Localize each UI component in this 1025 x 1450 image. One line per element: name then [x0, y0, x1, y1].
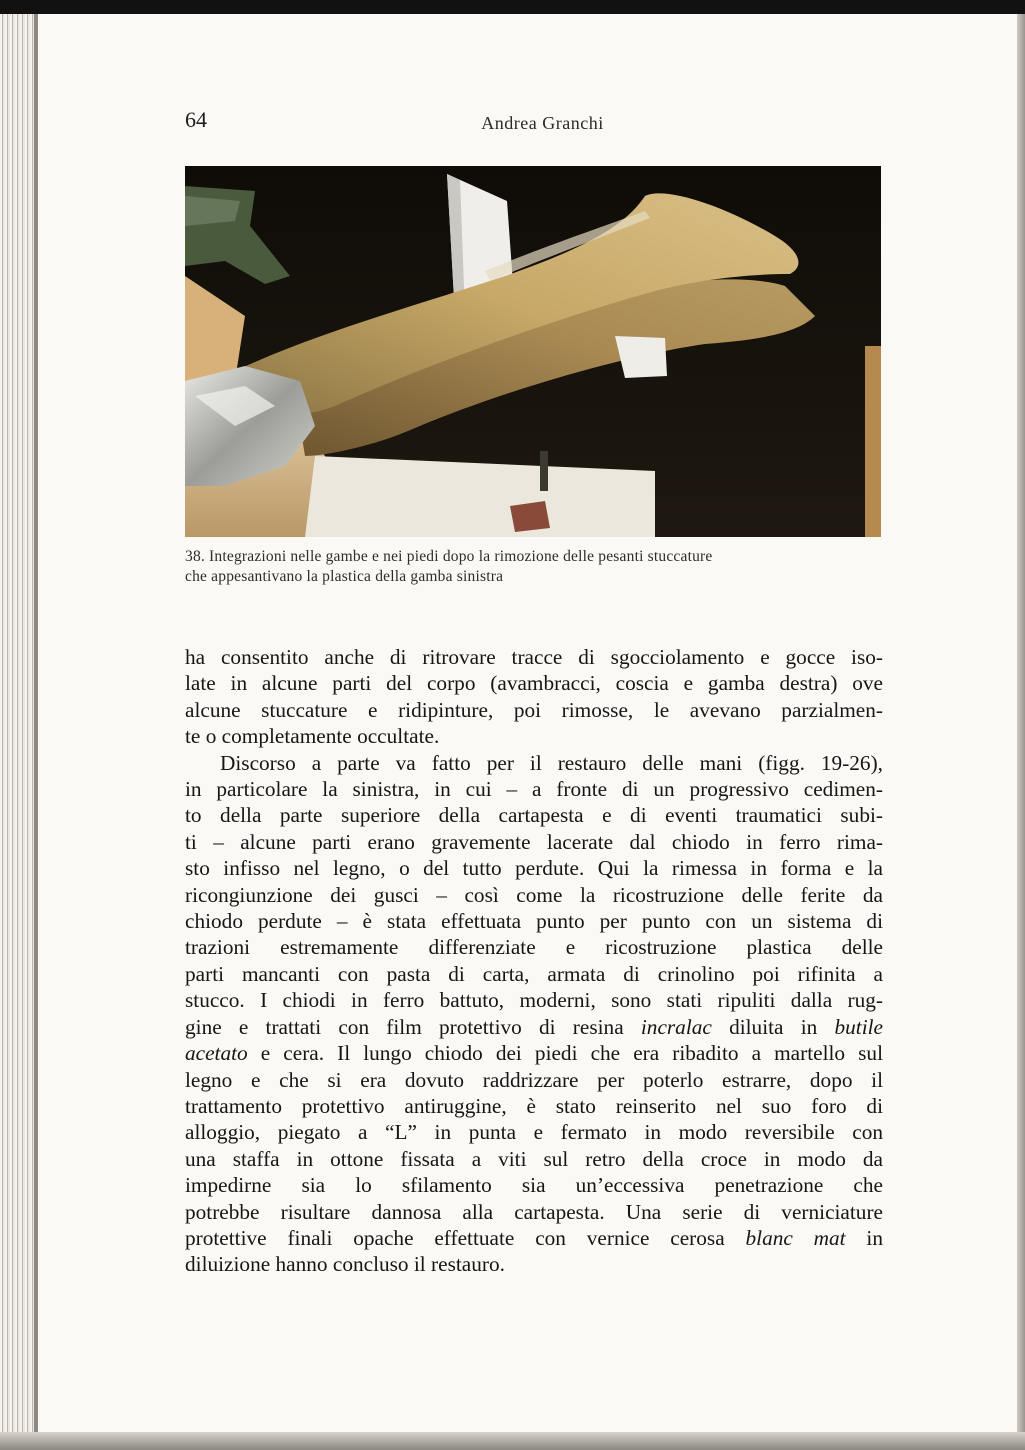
text-line: sto infisso nel legno, o del tutto perdute. Qui la rimessa in forma e la	[185, 856, 883, 881]
text-line: late in alcune parti del corpo (avambracci, coscia e gamba destra) ove	[185, 671, 883, 696]
text-line: ricongiunzione dei gusci – così come la ricostruzione delle ferite da	[185, 882, 883, 907]
text-line: in particolare la sinistra, in cui – a fronte di un progressivo cedimen-	[185, 777, 883, 802]
text-line: una staffa in ottone fissata a viti sul retro della croce in modo da	[185, 1146, 883, 1171]
text-line	[185, 1225, 883, 1251]
page-number: 64	[185, 107, 207, 132]
text-line: Discorso a parte va fatto per il restauro delle mani (figg. 19-26),	[220, 750, 883, 775]
text-run: in	[845, 1225, 883, 1250]
text-line: alloggio, piegato a “L” in punta e fermato in modo reversibile con	[185, 1120, 883, 1145]
text-run: protettive finali opache effettuate con vernice cerosa	[185, 1225, 746, 1250]
text-line: trattamento protettivo antiruggine, è stato reinserito nel suo foro di	[185, 1093, 883, 1118]
caption-line: 38. Integrazioni nelle gambe e nei piedi dopo la rimozione delle pesanti stuccature	[185, 548, 713, 565]
italic-term: butile	[834, 1014, 883, 1039]
text-line: stucco. I chiodi in ferro battuto, moderni, sono stati ripuliti dalla rug-	[185, 988, 883, 1013]
binding-shadow	[34, 14, 38, 1432]
text-run: gine e trattati con film protettivo di resina	[185, 1014, 641, 1039]
text-line: potrebbe risultare dannosa alla cartapesta. Una serie di verniciature	[185, 1199, 883, 1224]
text-line: diluizione hanno concluso il restauro.	[185, 1252, 505, 1277]
figure-photo	[185, 166, 881, 537]
italic-term: acetato	[185, 1041, 248, 1066]
running-head: Andrea Granchi	[481, 113, 604, 133]
text-line: chiodo perdute – è stata effettuata punto per punto con un sistema di	[185, 909, 883, 934]
text-line	[185, 1014, 883, 1040]
scan-bottom-border	[0, 1432, 1025, 1450]
italic-term: blanc mat	[745, 1225, 846, 1250]
text-line: parti mancanti con pasta di carta, armata di crinolino poi rifinita a	[185, 961, 883, 986]
text-line: ti – alcune parti erano gravemente lacerate dal chiodo in ferro rima-	[185, 829, 883, 854]
text-line: legno e che si era dovuto raddrizzare per poterlo estrarre, dopo il	[185, 1067, 883, 1092]
caption-line: che appesantivano la plastica della gamba sinistra	[185, 568, 504, 585]
text-run: e cera. Il lungo chiodo dei piedi che era ribadito a martello sul	[247, 1041, 883, 1066]
text-line	[185, 1040, 883, 1066]
body-text	[185, 644, 883, 1278]
text-line: impedirne sia lo sfilamento sia un’eccessiva penetrazione che	[185, 1173, 883, 1198]
text-line: ha consentito anche di ritrovare tracce di sgocciolamento e gocce iso-	[185, 645, 883, 669]
text-line: to della parte superiore della cartapesta e di eventi traumatici subi-	[185, 803, 883, 828]
text-line: alcune stuccature e ridipinture, poi rimosse, le avevano parzialmen-	[185, 697, 883, 722]
text-line: te o completamente occultate.	[185, 724, 440, 749]
page-stack-edge	[0, 14, 34, 1432]
scan-right-border	[1017, 14, 1025, 1450]
text-run: diluita in	[711, 1014, 835, 1039]
text-line: trazioni estremamente differenziate e ricostruzione plastica delle	[185, 935, 883, 960]
figure-caption	[185, 547, 885, 587]
italic-term: incralac	[640, 1014, 712, 1039]
scan-top-border	[0, 0, 1025, 14]
